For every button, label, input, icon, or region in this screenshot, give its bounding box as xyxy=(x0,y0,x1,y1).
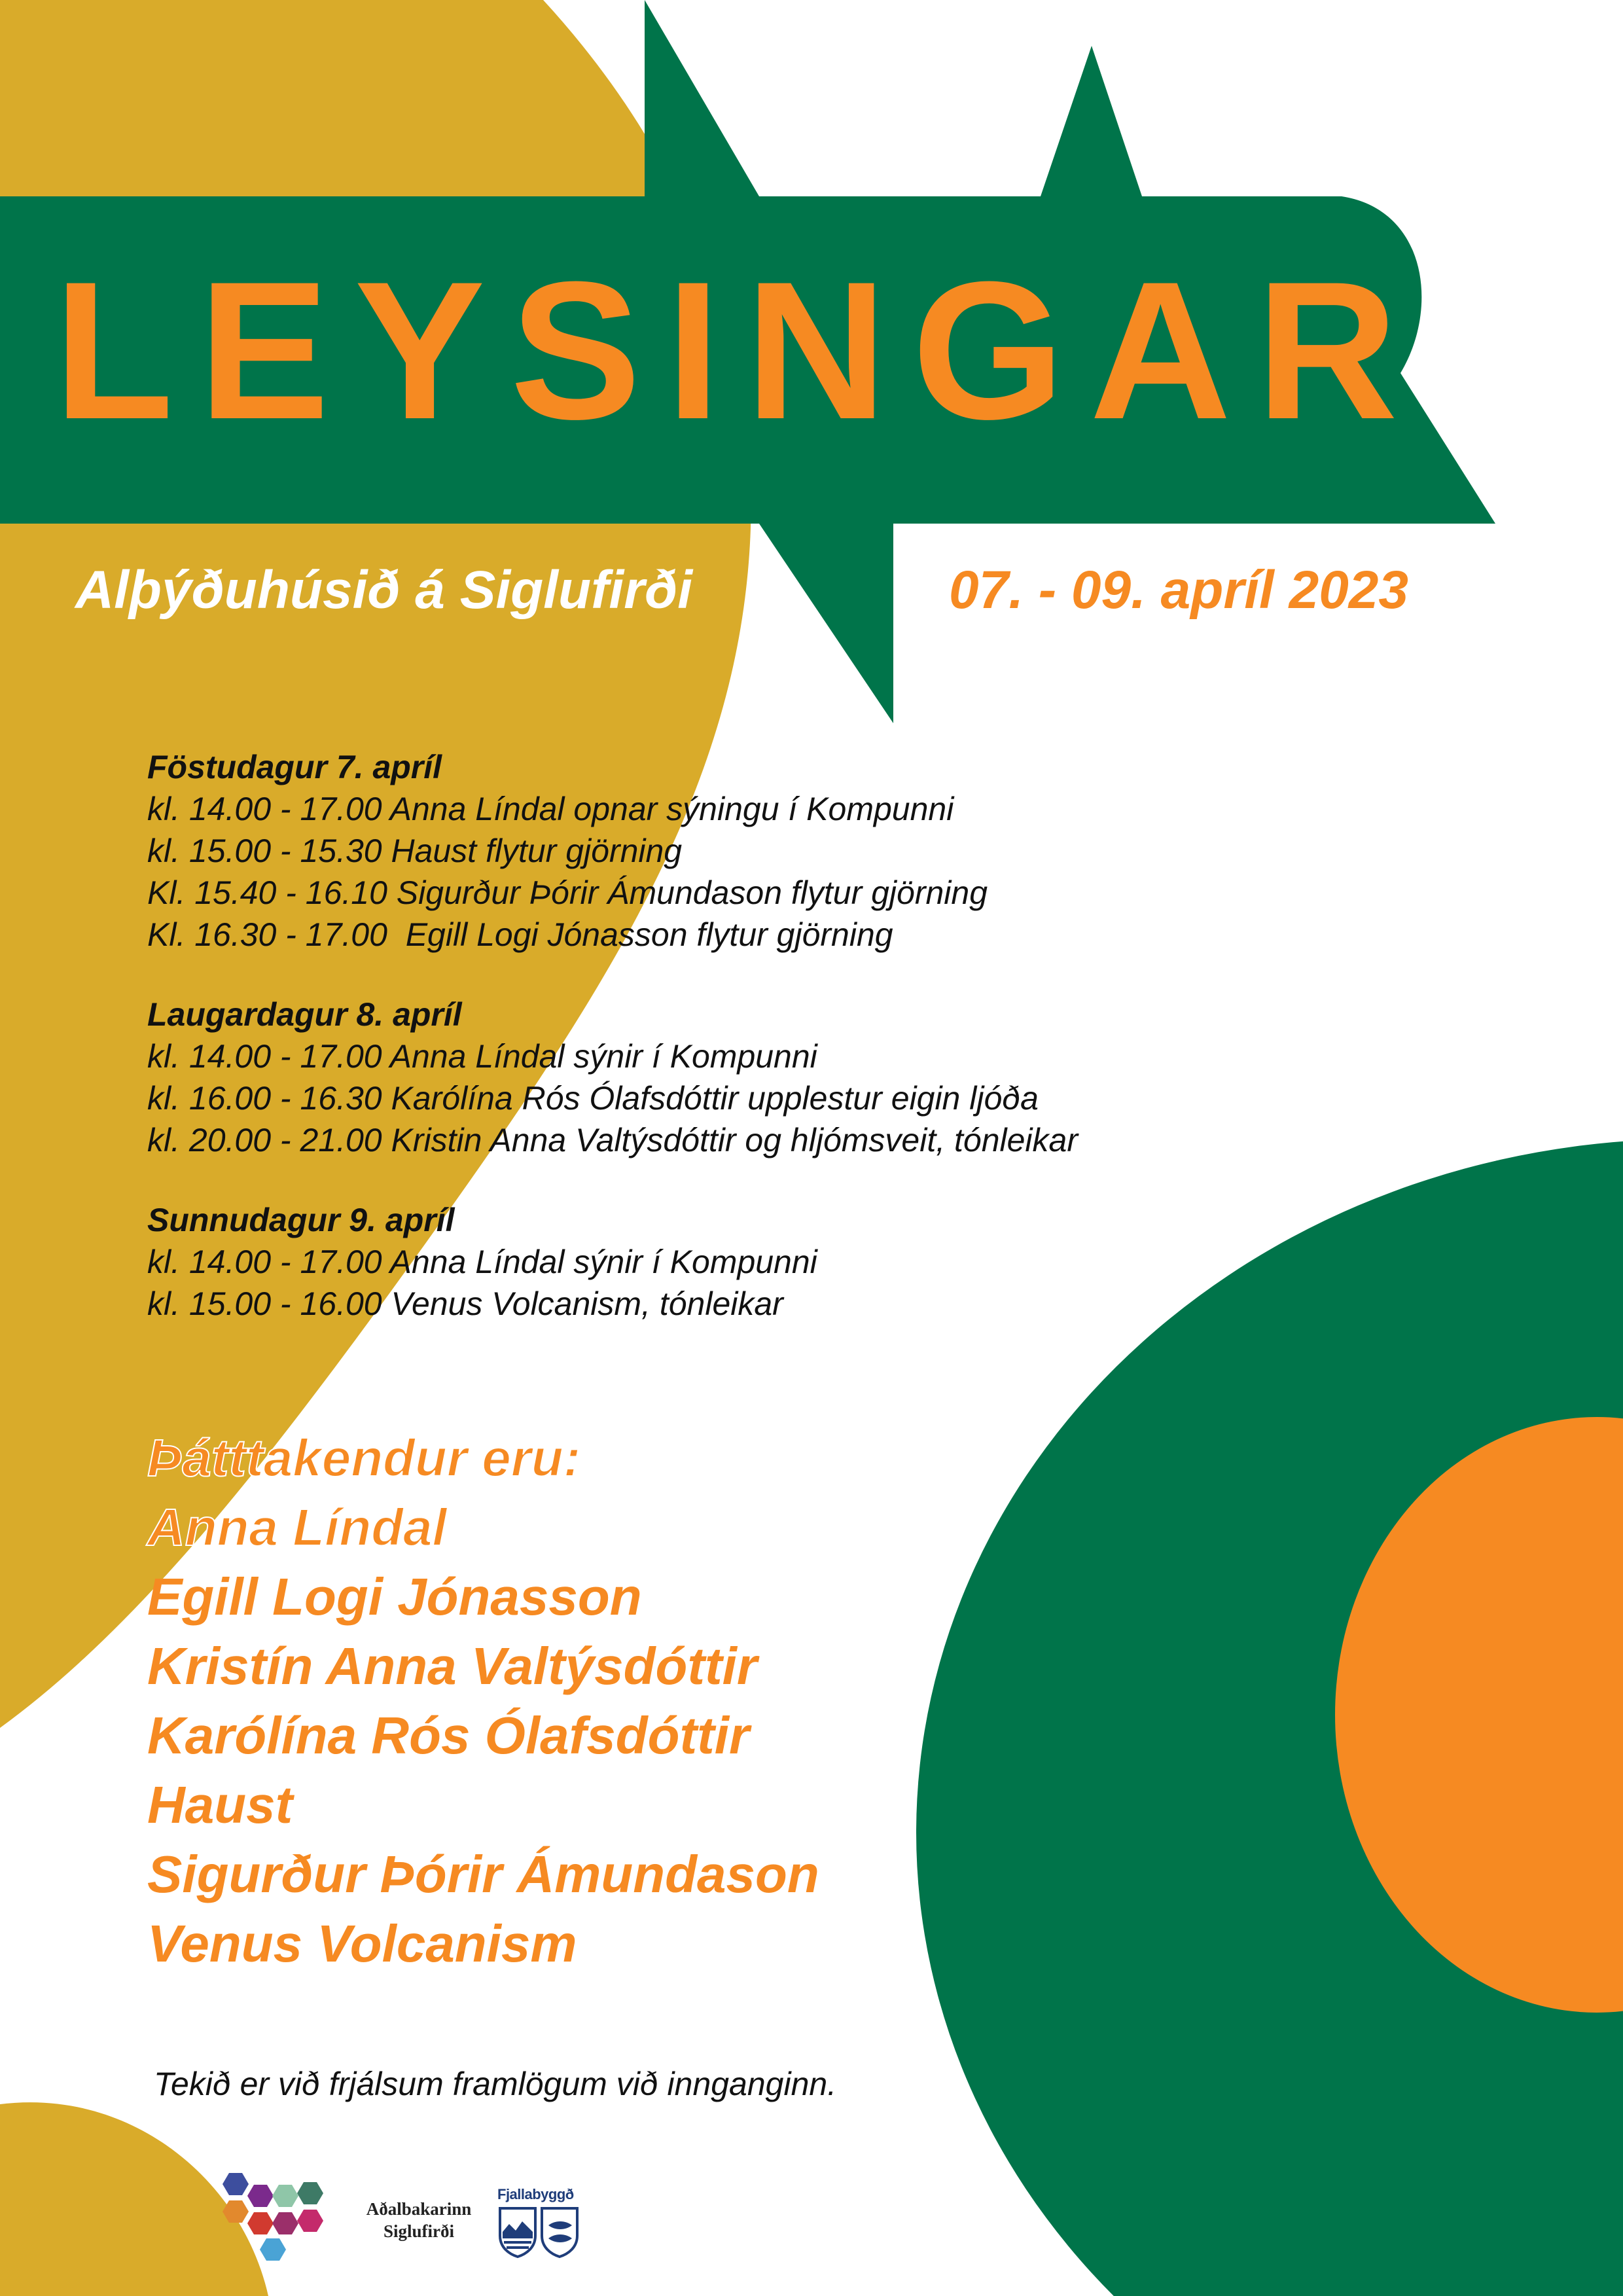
participant-name: Kristín Anna Valtýsdóttir xyxy=(147,1637,757,1695)
coat-of-arms-icon xyxy=(497,2206,582,2258)
footer-note: Tekið er við frjálsum framlögum við innganginn. xyxy=(154,2066,837,2102)
schedule-event: kl. 15.00 - 15.30 Haust flytur gjörning xyxy=(147,833,683,869)
schedule-event: kl. 14.00 - 17.00 Anna Líndal opnar sýningu í Kompunni xyxy=(147,791,954,827)
dates-text: 07. - 09. apríl 2023 xyxy=(949,560,1409,620)
schedule-event: kl. 20.00 - 21.00 Kristin Anna Valtýsdóttir og hljómsveit, tónleikar xyxy=(147,1122,1078,1158)
schedule-day xyxy=(147,746,1260,956)
schedule-event: Kl. 15.40 - 16.10 Sigurður Þórir Ámundason flytur gjörning xyxy=(147,874,988,911)
participants-list xyxy=(147,1424,819,1979)
schedule xyxy=(147,746,1260,1363)
day-title: Sunnudagur 9. apríl xyxy=(147,1202,455,1238)
schedule-event: kl. 16.00 - 16.30 Karólína Rós Ólafsdóttir upplestur eigin ljóða xyxy=(147,1080,1039,1117)
bakery-logo-line: Aðalbakarinn xyxy=(366,2199,472,2219)
town-name: Fjallabyggð xyxy=(497,2186,574,2202)
venue-text: Alþýðuhúsið á Siglufirði xyxy=(75,560,692,620)
participant-name: Egill Logi Jónasson xyxy=(147,1568,642,1626)
sponsor-logos xyxy=(216,2173,609,2278)
town-logo xyxy=(497,2186,582,2261)
participants-heading: Þátttakendur eru: xyxy=(147,1429,581,1487)
bakery-logo-line: Siglufirði xyxy=(383,2221,454,2241)
participant-name: Anna Líndal xyxy=(147,1498,447,1556)
schedule-day xyxy=(147,1199,1260,1325)
poster-title: LEYSINGAR xyxy=(54,240,1423,460)
bakery-logo xyxy=(353,2198,484,2242)
participant-name: Haust xyxy=(147,1776,293,1834)
schedule-day xyxy=(147,994,1260,1161)
hexagon-cluster-icon xyxy=(216,2173,327,2271)
schedule-event: Kl. 16.30 - 17.00 Egill Logi Jónasson flytur gjörning xyxy=(147,916,893,953)
participant-name: Venus Volcanism xyxy=(147,1914,577,1973)
participant-name: Karólína Rós Ólafsdóttir xyxy=(147,1706,750,1765)
schedule-event: kl. 14.00 - 17.00 Anna Líndal sýnir í Kompunni xyxy=(147,1244,817,1280)
participant-name: Sigurður Þórir Ámundason xyxy=(147,1845,819,1903)
schedule-event: kl. 15.00 - 16.00 Venus Volcanism, tónleikar xyxy=(147,1285,783,1322)
day-title: Laugardagur 8. apríl xyxy=(147,996,462,1033)
schedule-event: kl. 14.00 - 17.00 Anna Líndal sýnir í Kompunni xyxy=(147,1038,817,1075)
day-title: Föstudagur 7. apríl xyxy=(147,749,442,785)
